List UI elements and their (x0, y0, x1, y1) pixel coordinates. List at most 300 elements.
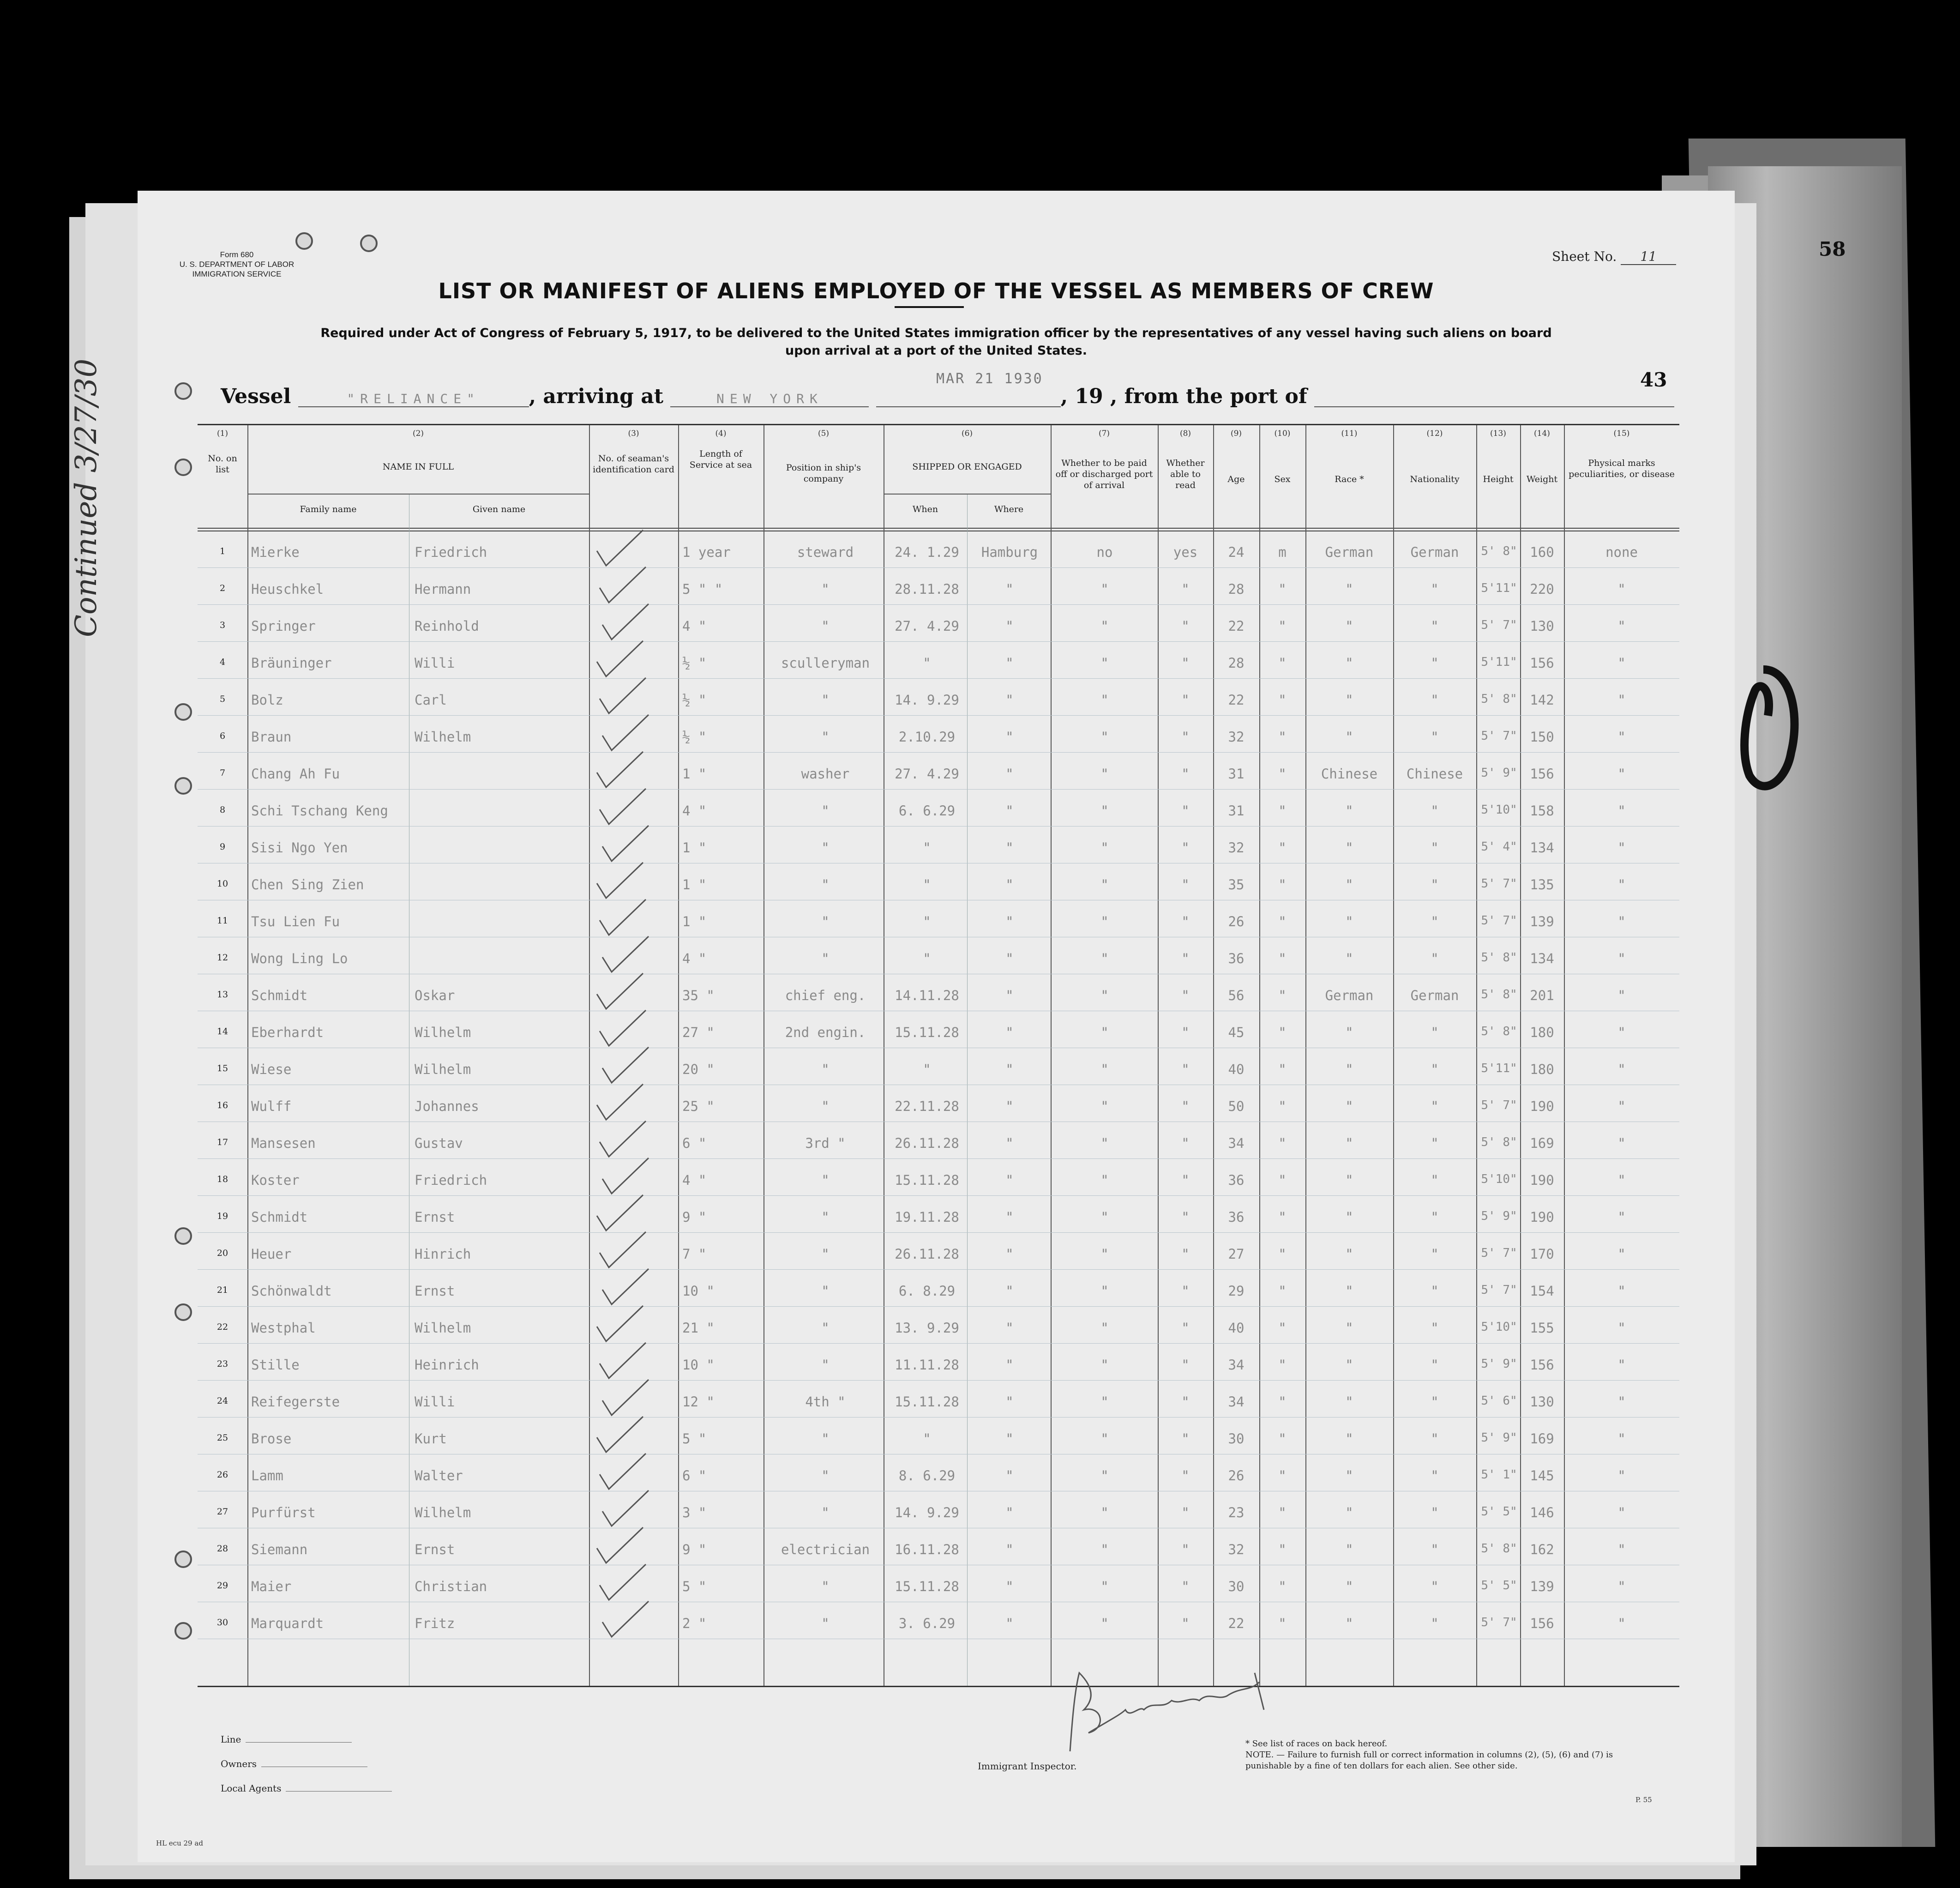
weight: 154 (1530, 1283, 1554, 1299)
length-of-service: 3 " (682, 1505, 707, 1520)
able-to-read: " (1181, 1468, 1190, 1484)
race: " (1345, 1172, 1353, 1188)
physical-marks: " (1617, 766, 1626, 782)
given-name: Hermann (415, 581, 471, 597)
height: 5' 8" (1481, 1025, 1517, 1038)
height: 5' 8" (1481, 544, 1517, 558)
position: " (821, 1505, 830, 1520)
paid-off: " (1100, 1579, 1109, 1594)
row-number: 23 (216, 1359, 228, 1369)
able-to-read: " (1181, 914, 1190, 929)
nationality: " (1431, 1431, 1439, 1447)
shipped-when: 14.11.28 (895, 988, 959, 1003)
row-rule (198, 641, 1679, 642)
shipped-where: " (1005, 618, 1014, 634)
weight: 134 (1530, 951, 1554, 966)
physical-marks: " (1617, 1320, 1626, 1336)
family-name: Chang Ah Fu (251, 766, 340, 782)
given-name: Wilhelm (415, 1320, 471, 1336)
able-to-read: " (1181, 1579, 1190, 1594)
local-agents-label: Local Agents (221, 1783, 282, 1794)
arrival-port: NEW YORK (670, 391, 869, 407)
check-mark-icon (600, 1599, 651, 1641)
nationality: " (1431, 1283, 1439, 1299)
family-name: Schmidt (251, 1209, 308, 1225)
age: 34 (1228, 1394, 1245, 1410)
height: 5' 9" (1481, 766, 1517, 780)
column-header-given-name: Given name (472, 504, 526, 514)
physical-marks: " (1617, 1616, 1626, 1631)
column-number: (13) (1490, 429, 1506, 438)
check-mark-icon (600, 1377, 651, 1419)
shipped-where: " (1005, 1135, 1014, 1151)
position: " (821, 1320, 830, 1336)
position: 2nd engin. (785, 1025, 866, 1040)
name-header-rule (247, 494, 589, 495)
given-name: Kurt (415, 1431, 447, 1447)
shipped-where: " (1005, 1098, 1014, 1114)
row-rule (198, 1380, 1679, 1381)
able-to-read: " (1181, 655, 1190, 671)
length-of-service: 5 " (682, 1579, 707, 1594)
age: 40 (1228, 1062, 1245, 1077)
position: " (821, 1468, 830, 1484)
length-of-service: 10 " (682, 1283, 715, 1299)
length-of-service: 9 " (682, 1542, 707, 1557)
length-of-service: 35 " (682, 988, 715, 1003)
check-mark-icon (600, 712, 651, 754)
height: 5'10" (1481, 1172, 1517, 1186)
position: " (821, 877, 830, 893)
weight: 190 (1530, 1209, 1554, 1225)
family-name: Schmidt (251, 988, 308, 1003)
age: 29 (1228, 1283, 1245, 1299)
row-number: 13 (216, 989, 228, 1000)
shipped-where: " (1005, 1062, 1014, 1077)
position: electrician (781, 1542, 870, 1557)
shipped-when: 26.11.28 (895, 1135, 959, 1151)
row-rule (198, 715, 1679, 716)
family-name: Siemann (251, 1542, 308, 1557)
column-divider (1520, 425, 1521, 1686)
check-mark-icon (595, 1082, 645, 1123)
weight: 190 (1530, 1172, 1554, 1188)
sex: " (1278, 1616, 1287, 1631)
column-number: (14) (1534, 429, 1550, 438)
check-mark-icon (597, 676, 648, 717)
family-name: Chen Sing Zien (251, 877, 364, 893)
able-to-read: " (1181, 1357, 1190, 1373)
shipped-where: " (1005, 1579, 1014, 1594)
row-rule (198, 1269, 1679, 1270)
family-name: Springer (251, 618, 316, 634)
form-identification (138, 250, 336, 279)
footer-owners (221, 1758, 367, 1769)
physical-marks: " (1617, 951, 1626, 966)
shipped-when: 15.11.28 (895, 1172, 959, 1188)
row-number: 18 (216, 1174, 228, 1184)
length-of-service: 6 " (682, 1135, 707, 1151)
shipped-when: " (923, 951, 931, 966)
sex: " (1278, 1025, 1287, 1040)
shipped-where: " (1005, 803, 1014, 819)
sex: " (1278, 1468, 1287, 1484)
row-rule (198, 678, 1679, 679)
owners-label: Owners (221, 1758, 257, 1769)
weight: 201 (1530, 988, 1554, 1003)
nationality: " (1431, 1062, 1439, 1077)
sex: " (1278, 766, 1287, 782)
sex: " (1278, 1209, 1287, 1225)
given-name: Christian (415, 1579, 487, 1594)
family-name: Purfürst (251, 1505, 316, 1520)
position: " (821, 581, 830, 597)
nationality: " (1431, 877, 1439, 893)
row-number: 27 (216, 1507, 228, 1517)
able-to-read: " (1181, 1098, 1190, 1114)
paid-off: " (1100, 1025, 1109, 1040)
row-rule (198, 1417, 1679, 1418)
column-number: (2) (412, 429, 424, 438)
column-divider (1158, 425, 1159, 1686)
shipped-when: 11.11.28 (895, 1357, 959, 1373)
weight: 142 (1530, 692, 1554, 708)
column-number: (10) (1274, 429, 1291, 438)
nationality: German (1410, 988, 1459, 1003)
given-name: Walter (415, 1468, 463, 1484)
sex: " (1278, 1098, 1287, 1114)
length-of-service: 5 " (682, 1431, 707, 1447)
shipped-when: 13. 9.29 (895, 1320, 959, 1336)
paid-off: " (1100, 877, 1109, 893)
given-name: Johannes (415, 1098, 479, 1114)
paid-off: " (1100, 618, 1109, 634)
height: 5' 8" (1481, 1135, 1517, 1149)
age: 28 (1228, 655, 1245, 671)
race: " (1345, 1431, 1353, 1447)
length-of-service: ½ " (682, 692, 707, 708)
physical-marks: " (1617, 1468, 1626, 1484)
position: 3rd " (805, 1135, 846, 1151)
paid-off: " (1100, 803, 1109, 819)
column-header-c3: No. of seaman's identification card (593, 453, 674, 475)
able-to-read: " (1181, 1246, 1190, 1262)
shipped-where: " (1005, 988, 1014, 1003)
paid-off: " (1100, 1320, 1109, 1336)
row-rule (198, 1195, 1679, 1196)
sex: m (1278, 544, 1287, 560)
nationality: " (1431, 914, 1439, 929)
given-name: Willi (415, 655, 455, 671)
physical-marks: none (1605, 544, 1638, 560)
family-name: Mansesen (251, 1135, 316, 1151)
row-number: 16 (216, 1100, 228, 1110)
weight: 220 (1530, 581, 1554, 597)
family-name: Wiese (251, 1062, 292, 1077)
position: " (821, 1209, 830, 1225)
row-number: 12 (216, 953, 228, 963)
sex: " (1278, 803, 1287, 819)
shipped-where: " (1005, 1283, 1014, 1299)
column-divider (589, 425, 590, 1686)
weight: 150 (1530, 729, 1554, 745)
arrival-date-blank (876, 391, 1061, 407)
weight: 162 (1530, 1542, 1554, 1557)
position: " (821, 1283, 830, 1299)
check-mark-icon (600, 1045, 651, 1086)
position: chief eng. (785, 988, 866, 1003)
row-number: 28 (216, 1544, 228, 1554)
row-number: 25 (216, 1433, 228, 1443)
position: " (821, 1616, 830, 1631)
able-to-read: " (1181, 1209, 1190, 1225)
length-of-service: ½ " (682, 655, 707, 671)
height: 5' 7" (1481, 877, 1517, 891)
weight: 180 (1530, 1062, 1554, 1077)
able-to-read: " (1181, 1283, 1190, 1299)
paid-off: " (1100, 729, 1109, 745)
form-number: Form 680 (220, 250, 254, 259)
check-mark-icon (595, 639, 645, 680)
length-of-service: 4 " (682, 618, 707, 634)
check-mark-icon (597, 1562, 648, 1604)
sex: " (1278, 1320, 1287, 1336)
paid-off: " (1100, 1505, 1109, 1520)
position: " (821, 729, 830, 745)
family-name: Wong Ling Lo (251, 951, 348, 966)
sex: " (1278, 655, 1287, 671)
height: 5'11" (1481, 655, 1517, 669)
shipped-when: " (923, 1062, 931, 1077)
able-to-read: " (1181, 1172, 1190, 1188)
family-name: Wulff (251, 1098, 292, 1114)
vessel-label: Vessel (221, 385, 291, 408)
nationality: " (1431, 1357, 1439, 1373)
race-note: * See list of races on back hereof. (1245, 1739, 1388, 1749)
shipped-when: " (923, 655, 931, 671)
weight: 169 (1530, 1135, 1554, 1151)
year-prefix: , 19 (1060, 385, 1103, 408)
race: " (1345, 914, 1353, 929)
sheet-number-value: 11 (1621, 249, 1676, 265)
shipped-when: " (923, 877, 931, 893)
punch-hole (174, 777, 192, 795)
weight: 160 (1530, 544, 1554, 560)
column-header-c8: Whether able to read (1166, 458, 1205, 490)
sex: " (1278, 1062, 1287, 1077)
race: " (1345, 877, 1353, 893)
age: 26 (1228, 914, 1245, 929)
age: 22 (1228, 692, 1245, 708)
weight: 146 (1530, 1505, 1554, 1520)
shipped-when: 15.11.28 (895, 1579, 959, 1594)
paid-off: " (1100, 1172, 1109, 1188)
row-number: 3 (219, 620, 226, 630)
race: " (1345, 951, 1353, 966)
race: " (1345, 1025, 1353, 1040)
age: 45 (1228, 1025, 1245, 1040)
column-divider (678, 425, 679, 1686)
footer-line (221, 1734, 352, 1745)
physical-marks: " (1617, 1025, 1626, 1040)
check-mark-icon (597, 1119, 648, 1160)
race: " (1345, 1542, 1353, 1557)
shipped-where: " (1005, 1616, 1014, 1631)
paid-off: no (1096, 544, 1113, 560)
able-to-read: " (1181, 1505, 1190, 1520)
sex: " (1278, 1357, 1287, 1373)
vessel-line (221, 385, 1674, 408)
length-of-service: 9 " (682, 1209, 707, 1225)
form-service: IMMIGRATION SERVICE (192, 270, 282, 278)
check-mark-icon (595, 749, 645, 791)
nationality: " (1431, 1616, 1439, 1631)
position: " (821, 1357, 830, 1373)
age: 50 (1228, 1098, 1245, 1114)
paid-off: " (1100, 655, 1109, 671)
column-number: (7) (1098, 429, 1110, 438)
margin-note: Continued 3/27/30 (69, 358, 103, 637)
column-header-name: NAME IN FULL (382, 462, 454, 472)
from-port-label: , from the port of (1110, 385, 1307, 408)
weight: 139 (1530, 1579, 1554, 1594)
shipped-when: 27. 4.29 (895, 766, 959, 782)
punch-hole (174, 382, 192, 400)
column-header-c14: Weight (1526, 474, 1558, 484)
column-header-where: Where (994, 504, 1024, 514)
check-mark-icon (597, 1008, 648, 1050)
age: 22 (1228, 1616, 1245, 1631)
check-mark-icon (595, 1303, 645, 1345)
position: " (821, 840, 830, 856)
paid-off: " (1100, 1616, 1109, 1631)
column-header-c13: Height (1483, 474, 1514, 484)
height: 5'11" (1481, 581, 1517, 595)
race: German (1325, 988, 1374, 1003)
race: " (1345, 1579, 1353, 1594)
row-number: 30 (216, 1617, 228, 1628)
physical-marks: " (1617, 1542, 1626, 1557)
physical-marks: " (1617, 1357, 1626, 1373)
sex: " (1278, 1172, 1287, 1188)
age: 26 (1228, 1468, 1245, 1484)
age: 30 (1228, 1579, 1245, 1594)
shipped-when: 3. 6.29 (898, 1616, 956, 1631)
from-port-blank (1314, 391, 1674, 407)
age: 35 (1228, 877, 1245, 893)
paid-off: " (1100, 1283, 1109, 1299)
length-of-service: 27 " (682, 1025, 715, 1040)
height: 5' 8" (1481, 692, 1517, 706)
row-number: 15 (216, 1063, 228, 1074)
given-name: Oskar (415, 988, 455, 1003)
length-of-service: 7 " (682, 1246, 707, 1262)
race: " (1345, 729, 1353, 745)
physical-marks: " (1617, 1283, 1626, 1299)
column-header-c12: Nationality (1410, 474, 1460, 484)
column-header-c9: Age (1227, 474, 1245, 484)
able-to-read: " (1181, 1320, 1190, 1336)
age: 28 (1228, 581, 1245, 597)
physical-marks: " (1617, 1246, 1626, 1262)
physical-marks: " (1617, 1172, 1626, 1188)
shipped-where: " (1005, 729, 1014, 745)
column-header-shipped: SHIPPED OR ENGAGED (912, 462, 1022, 472)
nationality: " (1431, 692, 1439, 708)
column-header-c10: Sex (1274, 474, 1291, 484)
nationality: " (1431, 1579, 1439, 1594)
punch-hole (174, 1303, 192, 1321)
weight: 130 (1530, 618, 1554, 634)
height: 5'10" (1481, 1320, 1517, 1334)
nationality: " (1431, 1135, 1439, 1151)
inspector-signature (1061, 1664, 1319, 1756)
given-name: Willi (415, 1394, 455, 1410)
nationality: " (1431, 1172, 1439, 1188)
race: " (1345, 581, 1353, 597)
sex: " (1278, 1283, 1287, 1299)
position: 4th " (805, 1394, 846, 1410)
shipped-where: " (1005, 840, 1014, 856)
ink-oval-mark (1736, 660, 1805, 808)
family-name: Tsu Lien Fu (251, 914, 340, 929)
line-label: Line (221, 1734, 241, 1745)
nationality: " (1431, 1025, 1439, 1040)
shipped-when: 6. 8.29 (898, 1283, 956, 1299)
able-to-read: " (1181, 1431, 1190, 1447)
length-of-service: 1 " (682, 766, 707, 782)
arriving-label: , arriving at (529, 385, 664, 408)
given-name: Friedrich (415, 1172, 487, 1188)
column-number: (9) (1230, 429, 1242, 438)
row-number: 1 (219, 546, 226, 556)
family-name: Eberhardt (251, 1025, 324, 1040)
able-to-read: " (1181, 877, 1190, 893)
column-divider (247, 425, 248, 1686)
height: 5'10" (1481, 803, 1517, 817)
able-to-read: " (1181, 581, 1190, 597)
subtitle-line-2: upon arrival at a port of the United States. (785, 344, 1087, 358)
height: 5' 6" (1481, 1394, 1517, 1408)
physical-marks: " (1617, 803, 1626, 819)
column-number: (11) (1341, 429, 1358, 438)
shipped-when: 26.11.28 (895, 1246, 959, 1262)
race: " (1345, 655, 1353, 671)
shipped-where: " (1005, 1357, 1014, 1373)
family-name: Bräuninger (251, 655, 332, 671)
race: " (1345, 1468, 1353, 1484)
age: 56 (1228, 988, 1245, 1003)
physical-marks: " (1617, 1062, 1626, 1077)
row-number: 6 (219, 731, 226, 741)
sex: " (1278, 1505, 1287, 1520)
weight: 156 (1530, 766, 1554, 782)
column-number: (5) (818, 429, 830, 438)
family-name: Westphal (251, 1320, 316, 1336)
able-to-read: " (1181, 766, 1190, 782)
form-code: HL ecu 29 ad (156, 1839, 203, 1847)
row-number: 8 (219, 805, 226, 815)
position: " (821, 1098, 830, 1114)
footer-agents (221, 1783, 392, 1794)
height: 5' 7" (1481, 914, 1517, 928)
paid-off: " (1100, 1246, 1109, 1262)
age: 23 (1228, 1505, 1245, 1520)
weight: 130 (1530, 1394, 1554, 1410)
length-of-service: 20 " (682, 1062, 715, 1077)
able-to-read: yes (1173, 544, 1198, 560)
length-of-service: 1 year (682, 544, 731, 560)
